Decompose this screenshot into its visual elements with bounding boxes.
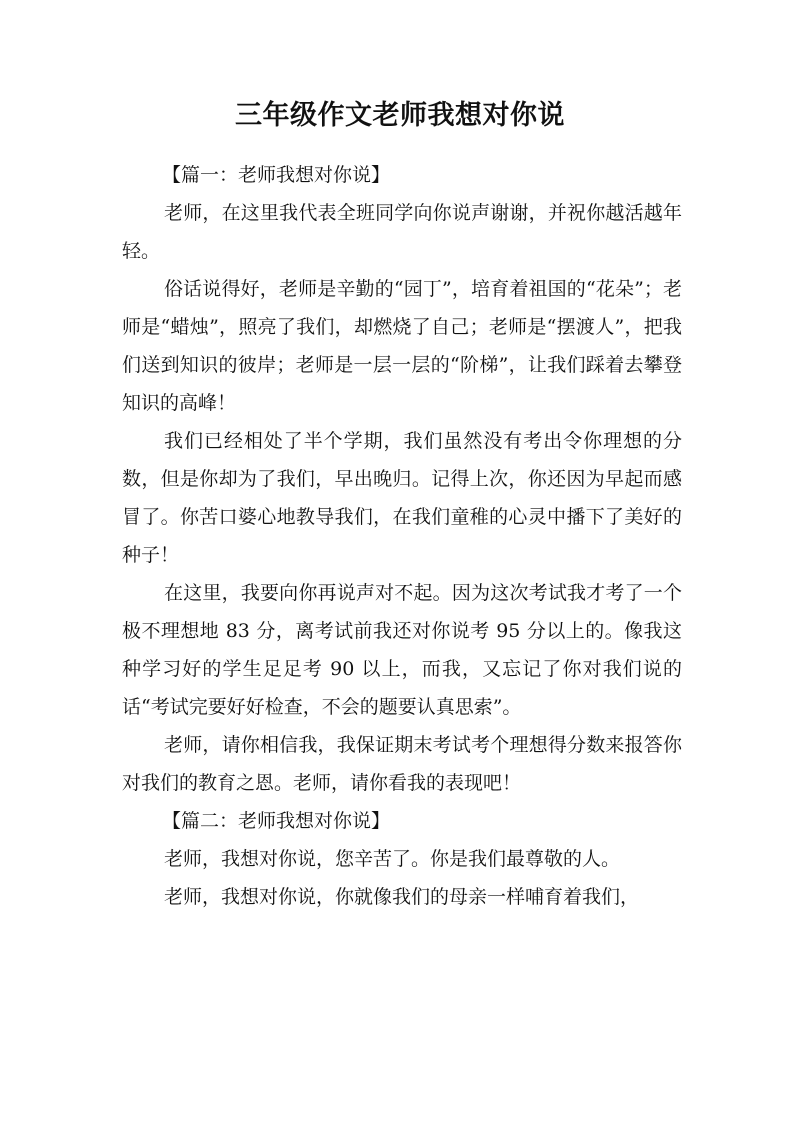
paragraph: 老师，请你相信我，我保证期末考试考个理想得分数来报答你对我们的教育之恩。老师，请你看我的表现吧！ (122, 734, 682, 794)
paragraph: 俗话说得好，老师是辛勤的“园丁”，培育着祖国的“花朵”；老师是“蜡烛”，照亮了我们，却燃烧了自己；老师是“摆渡人”，把我们送到知识的彼岸；老师是一层一层的“阶梯”，让我们踩着去攀登知识的高峰！ (122, 278, 682, 414)
section-heading-2: 【篇二：老师我想对你说】 (162, 810, 391, 832)
section-heading-1: 【篇一：老师我想对你说】 (162, 164, 391, 186)
paragraph: 我们已经相处了半个学期，我们虽然没有考出令你理想的分数，但是你却为了我们，早出晚归。记得上次，你还因为早起而感冒了。你苦口婆心地教导我们，在我们童稚的心灵中播下了美好的种子！ (122, 430, 682, 566)
paragraph: 老师，我想对你说，您辛苦了。你是我们最尊敬的人。 (164, 848, 621, 870)
document-body (122, 156, 682, 916)
document-title: 三年级作文老师我想对你说 (235, 100, 565, 131)
paragraph: 老师，我想对你说，你就像我们的母亲一样哺育着我们， (164, 886, 640, 908)
paragraph: 在这里，我要向你再说声对不起。因为这次考试我才考了一个极不理想地 83 分，离考试前我还对你说考 95 分以上的。像我这种学习好的学生足足考 90 以上，而我，又忘记了你对我们说的话“考试完要好好检查，不会的题要认真思索”。 (122, 582, 682, 718)
paragraph: 老师，在这里我代表全班同学向你说声谢谢，并祝你越活越年轻。 (122, 202, 682, 262)
